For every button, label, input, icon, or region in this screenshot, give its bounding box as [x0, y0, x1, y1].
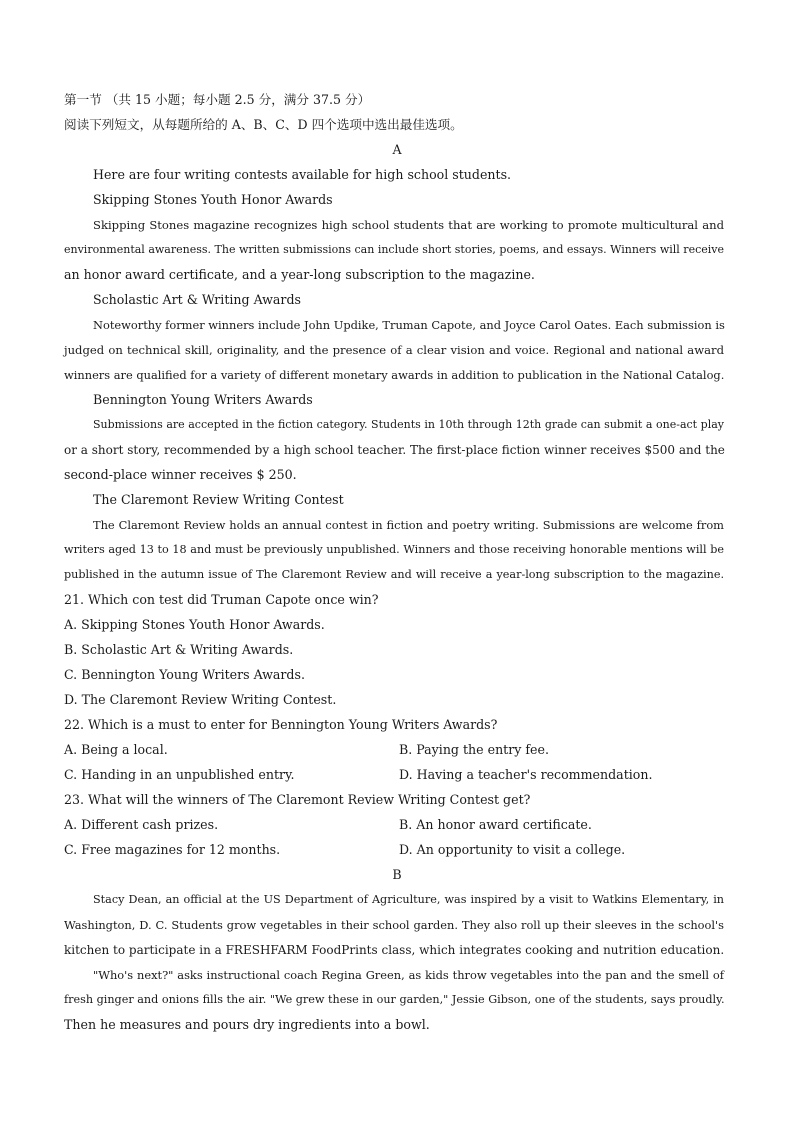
question-23-option-b: B. An honor award certificate.: [399, 817, 592, 832]
section-instruction: 阅读下列短文，从每题所给的 A、B、C、D 四个选项中选出最佳选项。: [64, 117, 463, 132]
question-22-option-b: B. Paying the entry fee.: [399, 742, 549, 757]
passage-a-line: an honor award certificate, and a year-long subscription to the magazine.: [64, 267, 535, 282]
passage-b-line: "Who's next?" asks instructional coach Regina Green, as kids throw vegetables into the pan and the smell of: [93, 968, 724, 982]
passage-b-line: Stacy Dean, an official at the US Department of Agriculture, was inspired by a visit to Watkins Elementary, in: [93, 893, 724, 906]
question-23-option-d: D. An opportunity to visit a college.: [399, 842, 626, 857]
passage-a-line: Noteworthy former winners include John Updike, Truman Capote, and Joyce Carol Oates. Each submission is: [93, 318, 725, 332]
section-header: 第一节 （共 15 小题；每小题 2.5 分，满分 37.5 分）: [64, 92, 371, 107]
passage-a-line: published in the autumn issue of The Claremont Review and will receive a year-long subscription to the magazine.: [64, 568, 724, 581]
contest-heading: Scholastic Art & Writing Awards: [93, 292, 301, 307]
passage-a-line: judged on technical skill, originality, and the presence of a clear vision and voice. Regional and national award: [64, 343, 724, 357]
passage-a-line: Submissions are accepted in the fiction category. Students in 10th through 12th grade can submit a one-act play: [93, 418, 724, 431]
question-23-stem: 23. What will the winners of The Claremont Review Writing Contest get?: [64, 792, 531, 807]
question-23-option-a: A. Different cash prizes.: [64, 817, 219, 832]
passage-b-label: B: [392, 867, 402, 882]
question-22-option-c: C. Handing in an unpublished entry.: [64, 767, 295, 782]
passage-a-line: environmental awareness. The written submissions can include short stories, poems, and essays. Winners will receive: [64, 243, 724, 256]
passage-a-line: Skipping Stones magazine recognizes high school students that are working to promote multicultural and: [93, 218, 724, 232]
passage-a-line: writers aged 13 to 18 and must be previously unpublished. Winners and those receiving honorable mentions will be: [64, 543, 724, 556]
passage-b-line: fresh ginger and onions fills the air. "We grew these in our garden," Jessie Gibson, one of the students, says proudly.: [64, 993, 725, 1006]
question-21-stem: 21. Which con test did Truman Capote once win?: [64, 592, 379, 607]
question-21-option-c: C. Bennington Young Writers Awards.: [64, 667, 305, 682]
passage-a-line: The Claremont Review holds an annual contest in fiction and poetry writing. Submissions are welcome from: [93, 518, 724, 532]
passage-b-line: Washington, D. C. Students grow vegetables in their school garden. They also roll up their sleeves in the school's: [64, 918, 724, 932]
question-23-option-c: C. Free magazines for 12 months.: [64, 842, 281, 857]
passage-a-line: Here are four writing contests available for high school students.: [93, 167, 512, 182]
question-21-option-d: D. The Claremont Review Writing Contest.: [64, 692, 337, 707]
passage-a-line: winners are qualified for a variety of different monetary awards in addition to publication in the National Catalog.: [64, 368, 725, 382]
question-22-stem: 22. Which is a must to enter for Bennington Young Writers Awards?: [64, 717, 498, 732]
contest-heading: The Claremont Review Writing Contest: [93, 492, 344, 507]
passage-a-label: A: [392, 142, 402, 157]
contest-heading: Bennington Young Writers Awards: [93, 392, 313, 407]
passage-a-line: or a short story, recommended by a high school teacher. The first-place fiction winner receives $500 and the: [64, 443, 725, 457]
question-22-option-a: A. Being a local.: [64, 742, 168, 757]
contest-heading: Skipping Stones Youth Honor Awards: [93, 192, 333, 207]
question-22-option-d: D. Having a teacher's recommendation.: [399, 767, 653, 782]
question-21-option-b: B. Scholastic Art & Writing Awards.: [64, 642, 294, 657]
passage-a-line: second-place winner receives $ 250.: [64, 467, 297, 482]
passage-b-line: Then he measures and pours dry ingredients into a bowl.: [64, 1017, 430, 1032]
question-21-option-a: A. Skipping Stones Youth Honor Awards.: [64, 617, 325, 632]
passage-b-line: kitchen to participate in a FRESHFARM FoodPrints class, which integrates cooking and nutrition education.: [64, 943, 725, 957]
